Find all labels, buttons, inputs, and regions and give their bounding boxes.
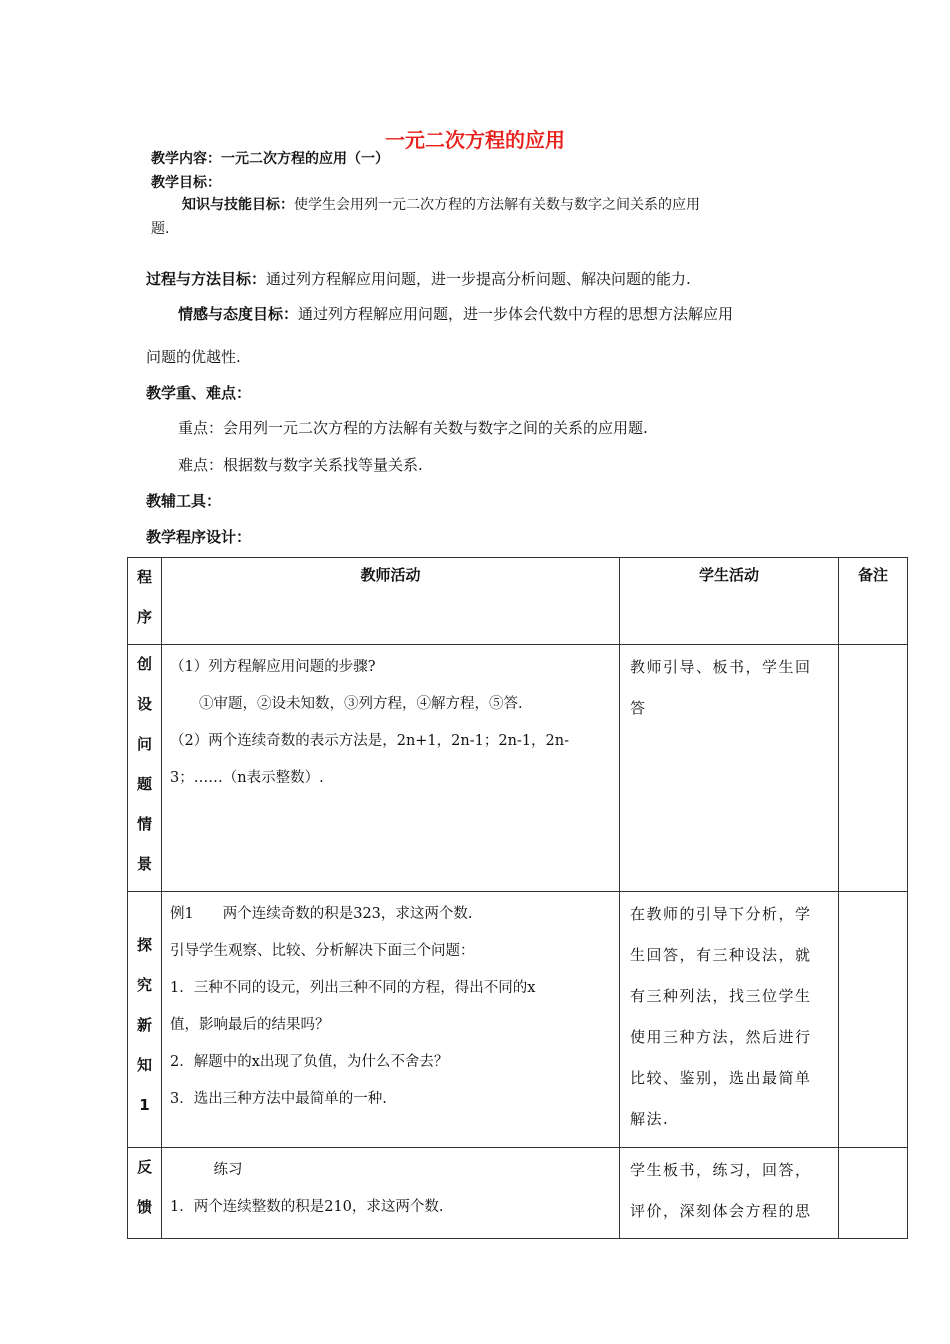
stage-char: 反: [136, 1158, 152, 1176]
teacher-line: 值，影响最后的结果吗？: [170, 1017, 330, 1033]
knowledge-text: 使学生会用列一元二次方程的方法解有关数与数字之间关系的应用: [294, 197, 700, 213]
stage-char: 情: [136, 815, 152, 833]
student-line: 有三种列法，找三位学生: [630, 987, 812, 1005]
table-header-row: [128, 558, 908, 645]
knowledge-line: [182, 194, 700, 214]
keypoints-label: 教学重、难点：: [146, 384, 252, 402]
process-label: 过程与方法目标：: [146, 270, 267, 288]
table-row: [128, 1148, 908, 1239]
teacher-line: 1．三种不同的设元，列出三种不同的方程，得出不同的x: [170, 980, 536, 996]
stage-char: 知: [136, 1056, 152, 1074]
student-line: 答: [630, 699, 647, 717]
student-line: 评价，深刻体会方程的思: [630, 1202, 812, 1220]
header-stage-char: 程: [136, 568, 152, 586]
stage-cell: [128, 1148, 162, 1239]
difficulty-text: 难点：根据数与数字关系找等量关系.: [178, 456, 423, 474]
student-line: 教师引导、板书，学生回: [630, 658, 812, 676]
goals-label: 教学目标：: [151, 175, 221, 191]
note-cell: [839, 645, 908, 892]
design-label: 教学程序设计：: [146, 528, 252, 546]
student-line: 在教师的引导下分析，学: [630, 905, 812, 923]
stage-cell: [128, 645, 162, 892]
teacher-cell: [162, 645, 620, 892]
stage-char: 景: [136, 855, 152, 873]
student-line: 使用三种方法，然后进行: [630, 1028, 812, 1046]
lesson-table: [127, 557, 908, 1239]
emotion-line: [178, 303, 733, 324]
header-stage-char: 序: [136, 608, 152, 626]
student-cell: [620, 892, 839, 1148]
emotion-label: 情感与态度目标：: [178, 305, 299, 323]
teacher-line: 3；……（n表示整数）.: [170, 770, 324, 786]
student-line: 解法.: [630, 1110, 670, 1128]
teacher-line: ①审题，②设未知数，③列方程，④解方程，⑤答.: [170, 696, 523, 712]
teacher-line: 引导学生观察、比较、分析解决下面三个问题：: [170, 943, 475, 959]
header-teacher: 教师活动: [162, 558, 620, 645]
teacher-line: 2．解题中的x出现了负值，为什么不舍去？: [170, 1054, 449, 1070]
knowledge-text-cont: 题.: [151, 221, 170, 237]
stage-char: 问: [136, 735, 152, 753]
teacher-line: （2）两个连续奇数的表示方法是，2n+1，2n-1；2n-1，2n-: [170, 733, 570, 749]
student-cell: [620, 645, 839, 892]
teacher-line: （1）列方程解应用问题的步骤?: [170, 659, 376, 675]
note-cell: [839, 892, 908, 1148]
teacher-line: 3．选出三种方法中最简单的一种.: [170, 1091, 387, 1107]
teacher-cell: [162, 892, 620, 1148]
student-line: 生回答，有三种设法，就: [630, 946, 812, 964]
table-row: [128, 645, 908, 892]
table-row: [128, 892, 908, 1148]
student-line: 学生板书，练习，回答，: [630, 1161, 812, 1179]
stage-char: 新: [136, 1016, 152, 1034]
header-stage: [128, 558, 162, 645]
document-title: 一元二次方程的应用: [385, 128, 565, 152]
header-student: 学生活动: [620, 558, 839, 645]
emotion-text-cont: 问题的优越性.: [146, 348, 241, 366]
student-cell: [620, 1148, 839, 1239]
stage-char: 设: [136, 695, 152, 713]
note-cell: [839, 1148, 908, 1239]
student-line: 比较、鉴别，选出最简单: [630, 1069, 812, 1087]
stage-char: 究: [136, 976, 152, 994]
stage-char: 1: [139, 1096, 150, 1114]
teacher-cell: [162, 1148, 620, 1239]
teacher-line: 1．两个连续整数的积是210，求这两个数.: [170, 1199, 444, 1215]
stage-cell: [128, 892, 162, 1148]
stage-char: 创: [136, 655, 152, 673]
knowledge-label: 知识与技能目标：: [182, 197, 294, 213]
tools-label: 教辅工具：: [146, 492, 222, 510]
emotion-text: 通过列方程解应用问题，进一步体会代数中方程的思想方法解应用: [298, 305, 734, 323]
focus-text: 重点：会用列一元二次方程的方法解有关数与数字之间的关系的应用题.: [178, 419, 648, 437]
process-line: [146, 268, 691, 289]
teacher-line: 练习: [170, 1162, 243, 1178]
teacher-line: 例1 两个连续奇数的积是323，求这两个数.: [170, 906, 473, 922]
stage-char: 探: [136, 936, 152, 954]
stage-char: 题: [136, 775, 152, 793]
content-value: 一元二次方程的应用（一）: [221, 151, 389, 167]
content-label: 教学内容：: [151, 151, 221, 167]
content-line: [151, 148, 389, 168]
header-note: 备注: [839, 558, 908, 645]
stage-char: 馈: [136, 1198, 152, 1216]
process-text: 通过列方程解应用问题，进一步提高分析问题、解决问题的能力.: [266, 270, 691, 288]
